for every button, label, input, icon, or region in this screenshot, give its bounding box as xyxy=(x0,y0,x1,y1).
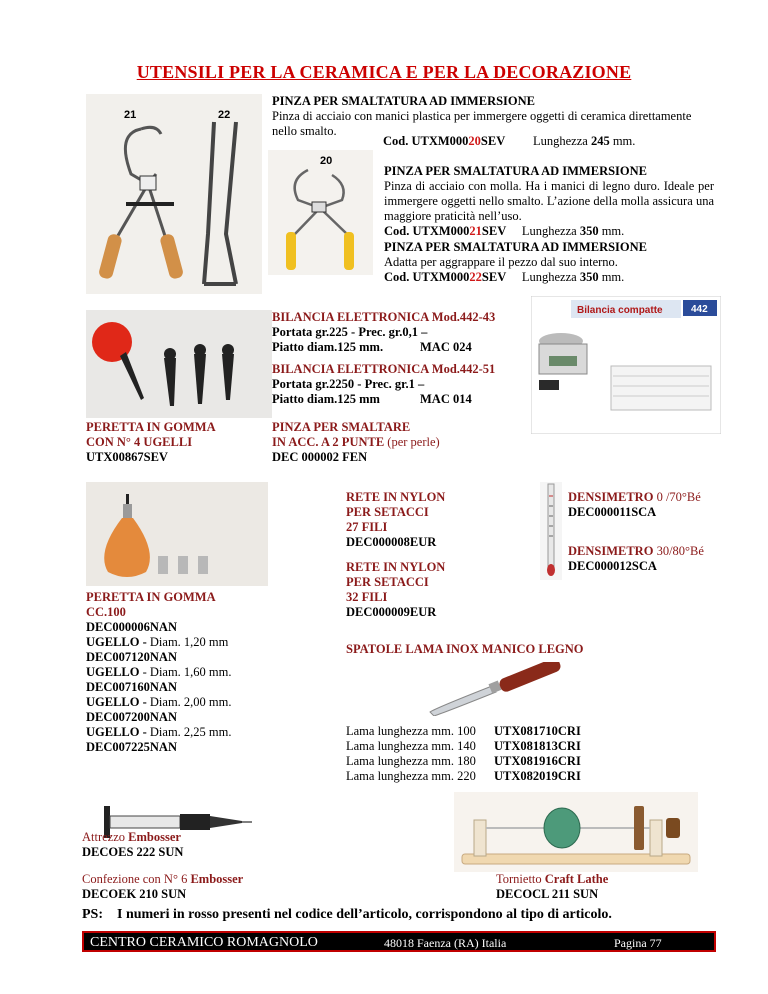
spatula-image xyxy=(426,662,568,716)
densimetro2-block xyxy=(568,544,704,574)
footer-address: 48018 Faenza (RA) Italia xyxy=(384,936,507,950)
footer-bar xyxy=(82,931,716,952)
tornietto-name: Tornietto Craft Lathe xyxy=(496,872,609,886)
page-title: UTENSILI PER LA CERAMICA E PER LA DECORAZIONE xyxy=(136,62,632,82)
spatole-table xyxy=(346,724,581,784)
pinza1-length: Lunghezza 245 mm. xyxy=(533,134,636,148)
ps-label: PS: xyxy=(82,907,103,922)
peretta2-line1: PERETTA IN GOMMA xyxy=(86,590,216,604)
densimetro1-code: DEC000011SCA xyxy=(568,505,657,519)
scale-brand-label: Bilancia compatte xyxy=(577,305,663,316)
densimetro-image xyxy=(540,482,562,580)
pinza-smaltare-block xyxy=(272,420,440,465)
peretta2-block xyxy=(86,590,232,755)
bilancia1-heading: BILANCIA ELETTRONICA Mod.442-43 xyxy=(272,310,496,324)
pinza1-block xyxy=(272,94,717,139)
spatole-row: Lama lunghezza mm. 140 UTX081813CRI xyxy=(346,739,581,753)
peretta2-item: UGELLO - Diam. 1,20 mm xyxy=(86,635,229,649)
ps-note xyxy=(82,907,612,923)
densimetro1-name: DENSIMETRO 0 /70°Bé xyxy=(568,490,701,504)
bilancia1-line1: Portata gr.225 - Prec. gr.0,1 – xyxy=(272,325,428,339)
peretta2-item: DEC007160NAN xyxy=(86,680,177,694)
rete32-line1: RETE IN NYLON xyxy=(346,560,446,574)
rete32-line2: PER SETACCI xyxy=(346,575,429,589)
pinza1-code: Cod. UTXM00020SEV xyxy=(383,134,506,148)
bilancia1-line2: Piatto diam.125 mm. MAC 024 xyxy=(272,340,472,354)
bilancia2-block xyxy=(272,362,495,407)
spatole-row: Lama lunghezza mm. 180 UTX081916CRI xyxy=(346,754,581,768)
tornietto-code: DECOCL 211 SUN xyxy=(496,887,599,901)
tongs-21-22-image xyxy=(86,94,262,294)
rete27-block xyxy=(346,490,445,550)
densimetro1-block xyxy=(568,490,701,520)
pinza2-heading: PINZA PER SMALTATURA AD IMMERSIONE xyxy=(384,164,648,178)
tornietto-block xyxy=(496,872,608,902)
spatole-heading: SPATOLE LAMA INOX MANICO LEGNO xyxy=(346,642,584,656)
pinza3-block xyxy=(384,240,714,285)
peretta2-line2: CC.100 xyxy=(86,605,126,619)
peretta2-item: DEC007225NAN xyxy=(86,740,177,754)
embosser1-block xyxy=(82,830,183,860)
embosser2-block xyxy=(82,872,243,902)
peretta-ugelli-image xyxy=(86,310,272,418)
pinza3-code: Cod. UTXM00022SEV Lunghezza 350 mm. xyxy=(384,270,625,284)
label-21: 21 xyxy=(124,109,137,121)
embosser2-name: Confezione con N° 6 Embosser xyxy=(82,872,244,886)
pinza-smaltare-line1: PINZA PER SMALTARE xyxy=(272,420,411,434)
rete27-line1: RETE IN NYLON xyxy=(346,490,446,504)
spatole-row: Lama lunghezza mm. 220 UTX082019CRI xyxy=(346,769,581,783)
bilancia2-line1: Portata gr.2250 - Prec. gr.1 – xyxy=(272,377,425,391)
peretta2-item: UGELLO - Diam. 2,25 mm. xyxy=(86,725,232,739)
embosser1-code: DECOES 222 SUN xyxy=(82,845,184,859)
bilancia1-block xyxy=(272,310,495,355)
bilancia2-line2: Piatto diam.125 mm MAC 014 xyxy=(272,392,472,406)
pinza-smaltare-line2: IN ACC. A 2 PUNTE (per perle) xyxy=(272,435,440,449)
peretta2-item: UGELLO - Diam. 2,00 mm. xyxy=(86,695,232,709)
pinza2-code: Cod. UTXM00021SEV Lunghezza 350 mm. xyxy=(384,224,625,238)
footer-company: CENTRO CERAMICO ROMAGNOLO xyxy=(90,935,318,950)
peretta2-item: DEC007200NAN xyxy=(86,710,177,724)
bilancia2-heading: BILANCIA ELETTRONICA Mod.442-51 xyxy=(272,362,496,376)
peretta1-line2: CON N° 4 UGELLI xyxy=(86,435,193,449)
embosser2-code: DECOEK 210 SUN xyxy=(82,887,187,901)
pinza-smaltare-code: DEC 000002 FEN xyxy=(272,450,368,464)
pinza1-description: Pinza di acciaio con manici plastica per immergere oggetti di ceramica direttamente nello smalto. xyxy=(272,109,692,138)
densimetro2-name: DENSIMETRO 30/80°Bé xyxy=(568,544,704,558)
embosser1-name: Attrezzo Embosser xyxy=(82,830,181,844)
tongs-20-image xyxy=(268,150,373,275)
pinza3-heading: PINZA PER SMALTATURA AD IMMERSIONE xyxy=(384,240,648,254)
pinza2-block xyxy=(384,164,714,239)
peretta-cc100-image xyxy=(86,482,268,586)
scale-flyer-image xyxy=(531,296,721,434)
footer-page: Pagina 77 xyxy=(614,936,662,950)
rete27-code: DEC000008EUR xyxy=(346,535,437,549)
pinza1-heading: PINZA PER SMALTATURA AD IMMERSIONE xyxy=(272,94,536,108)
densimetro2-code: DEC000012SCA xyxy=(568,559,657,573)
craft-lathe-image xyxy=(454,792,698,872)
spatole-row: Lama lunghezza mm. 100 UTX081710CRI xyxy=(346,724,581,738)
ps-text: I numeri in rosso presenti nel codice dell’articolo, corrispondono al tipo di articolo. xyxy=(117,907,612,922)
rete32-line3: 32 FILI xyxy=(346,590,388,604)
rete32-block xyxy=(346,560,445,620)
label-22: 22 xyxy=(218,109,231,121)
peretta1-block xyxy=(86,420,216,465)
rete32-code: DEC000009EUR xyxy=(346,605,437,619)
peretta2-item: DEC000006NAN xyxy=(86,620,177,634)
pinza2-description: Pinza di acciaio con molla. Ha i manici di legno duro. Ideale per immergere oggetti nello smalto. L’azione della molla assicura una maggiore praticità nell’uso. xyxy=(384,179,714,223)
peretta1-code: UTX00867SEV xyxy=(86,450,168,464)
rete27-line2: PER SETACCI xyxy=(346,505,429,519)
peretta1-line1: PERETTA IN GOMMA xyxy=(86,420,216,434)
scale-model-label: 442 xyxy=(691,304,708,315)
peretta2-item: DEC007120NAN xyxy=(86,650,177,664)
peretta2-item: UGELLO - Diam. 1,60 mm. xyxy=(86,665,232,679)
rete27-line3: 27 FILI xyxy=(346,520,388,534)
pinza3-description: Adatta per aggrappare il pezzo dal suo interno. xyxy=(384,255,618,269)
label-20: 20 xyxy=(320,155,333,167)
